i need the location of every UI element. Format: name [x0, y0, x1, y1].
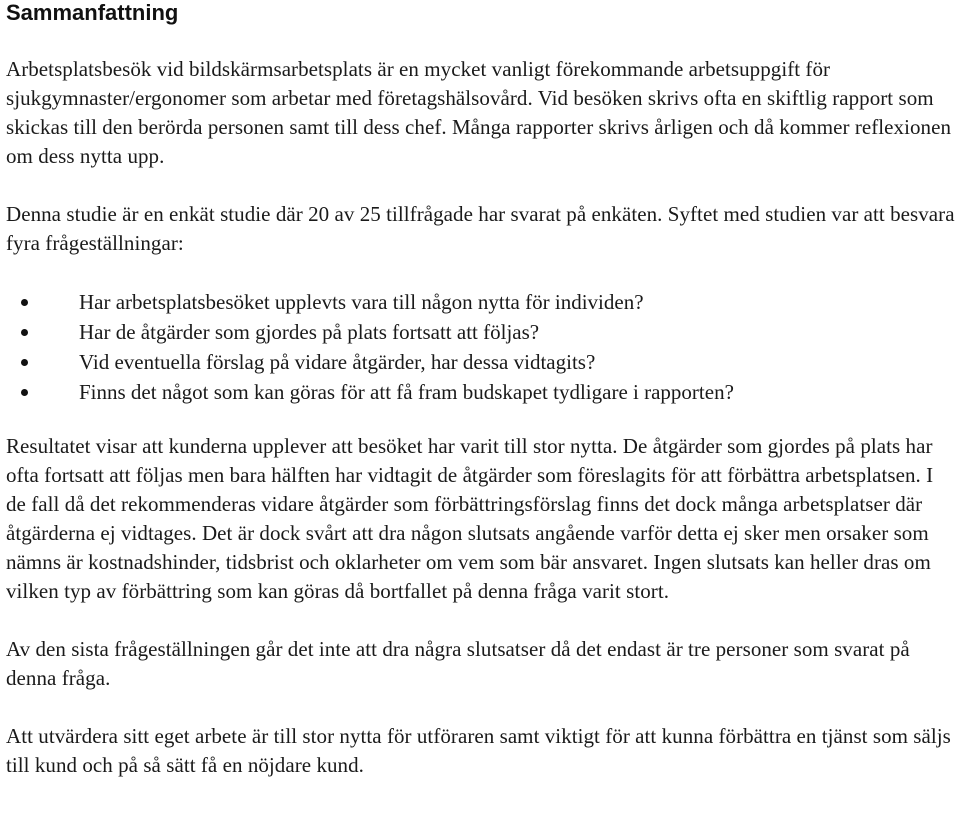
study-paragraph: Denna studie är en enkät studie där 20 av 25 tillfrågade har svarat på enkäten. Syftet med studien var att besvara fyra frågeställningar: — [6, 202, 955, 255]
bullet-icon — [21, 389, 28, 396]
bullet-icon — [21, 329, 28, 336]
list-item — [6, 317, 956, 347]
last-question-paragraph: Av den sista frågeställningen går det inte att dra några slutsatser då det endast är tre personer som svarat på denna fråga. — [6, 637, 910, 690]
bullet-icon — [21, 359, 28, 366]
intro-paragraph: Arbetsplatsbesök vid bildskärmsarbetsplats är en mycket vanligt förekommande arbetsuppgift för sjukgymnaster/ergonomer som arbetar med företagshälsovård. Vid besöken skrivs ofta en skiftlig rapport som skickas till den berörda personen samt till dess chef. Många rapporter skrivs årligen och då kommer reflexionen om dess nytta upp. — [6, 57, 952, 168]
list-item — [6, 347, 956, 377]
list-item — [6, 377, 956, 407]
question-text: Har de åtgärder som gjordes på plats fortsatt att följas? — [79, 320, 540, 344]
list-item — [6, 287, 956, 317]
document-page — [6, 0, 956, 780]
question-text: Finns det något som kan göras för att få fram budskapet tydligare i rapporten? — [79, 380, 734, 404]
research-questions-list — [6, 287, 956, 407]
question-text: Vid eventuella förslag på vidare åtgärder, har dessa vidtagits? — [79, 350, 596, 374]
question-text: Har arbetsplatsbesöket upplevts vara till någon nytta för individen? — [79, 290, 644, 314]
conclusion-paragraph: Att utvärdera sitt eget arbete är till stor nytta för utföraren samt viktigt för att kunna förbättra en tjänst som säljs till kund och på så sätt få en nöjdare kund. — [6, 724, 951, 777]
section-heading: Sammanfattning — [6, 0, 179, 25]
results-paragraph: Resultatet visar att kunderna upplever att besöket har varit till stor nytta. De åtgärder som gjordes på plats har ofta fortsatt att följas men bara hälften har vidtagit de åtgärder som föreslagits för att förbättra arbetsplatsen. I de fall då det rekommenderas vidare åtgärder som förbättringsförslag finns det dock många arbetsplatser där åtgärderna ej vidtages. Det är dock svårt att dra någon slutsats angående varför detta ej sker men orsaker som nämns är kostnadshinder, tidsbrist och oklarheter om vem som bär ansvaret. Ingen slutsats kan heller dras om vilken typ av förbättring som kan göras då bortfallet på denna fråga varit stort. — [6, 434, 934, 603]
bullet-icon — [21, 299, 28, 306]
